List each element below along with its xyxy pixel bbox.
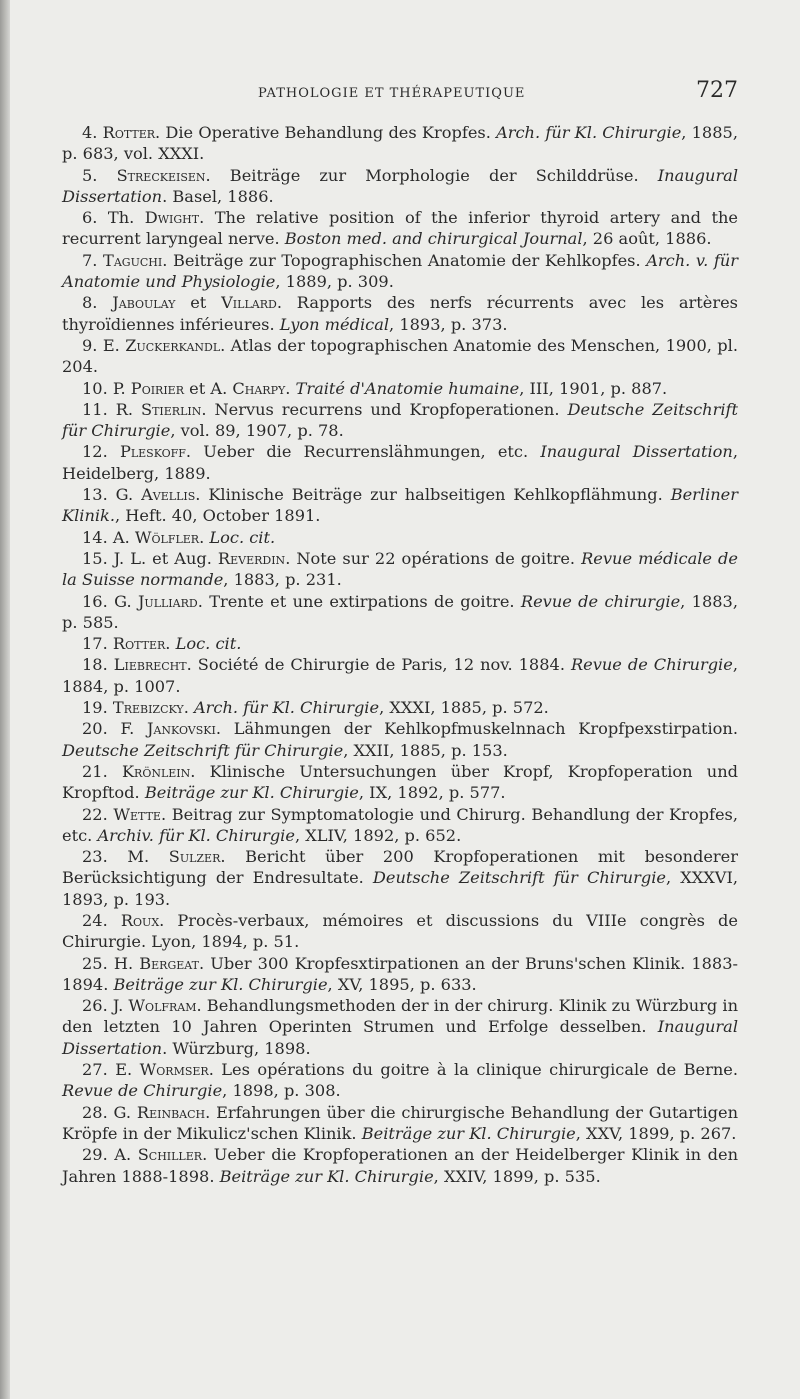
reference-text: . Nervus recurrens und Kropfoperationen. <box>201 399 568 419</box>
reference-author: Wolfram <box>128 996 197 1016</box>
reference-work: Arch. für Kl. Chirurgie <box>496 123 682 142</box>
reference-text: . Behandlungsmethoden der in der chirurg. Klinik zu Würzburg in den letzten 10 Jahren Operinten Strumen und Erfolge desselben. <box>62 996 738 1037</box>
reference-author: Wette <box>113 804 161 824</box>
reference-number: 12. <box>82 442 120 462</box>
reference-item <box>62 399 738 442</box>
reference-details: , vol. 89, 1907, p. 78. <box>170 421 344 441</box>
reference-item <box>62 761 738 804</box>
reference-number: 21. <box>82 761 122 781</box>
reference-number: 11. R. <box>82 399 141 419</box>
reference-details: . Würzburg, 1898. <box>162 1038 311 1058</box>
reference-number: 8. <box>82 293 113 313</box>
reference-work: Beiträge zur Kl. Chirurgie <box>113 974 328 994</box>
reference-text: . Uber 300 Kropfesxtirpationen an der Bruns'schen Klinik. 1883-1894. <box>62 953 738 994</box>
reference-work: Deutsche Zeitschrift für Chirurgie <box>62 399 739 441</box>
reference-number: 7. <box>82 250 104 270</box>
reference-item <box>62 1144 738 1187</box>
reference-item <box>62 697 738 718</box>
reference-details: , XXXVI, 1893, p. 193. <box>62 868 738 909</box>
reference-work: Revue médicale de la Suisse normande <box>62 548 738 590</box>
reference-text: . <box>165 634 176 654</box>
reference-number: 23. M. <box>82 847 169 867</box>
reference-work: Loc. cit. <box>209 527 276 547</box>
reference-author: Wormser <box>139 1060 209 1080</box>
reference-details: , 1884, p. 1007. <box>62 655 738 696</box>
reference-item <box>62 846 738 910</box>
scan-edge <box>0 0 10 1399</box>
reference-text: . Beiträge zur Morphologie der Schilddrüse. <box>205 165 658 185</box>
running-head <box>62 72 738 112</box>
reference-text: . <box>183 698 194 718</box>
reference-text: . Bericht über 200 Kropfoperationen mit besonderer Berücksichtigung der Endresultate. <box>62 847 738 888</box>
reference-item <box>62 591 738 634</box>
reference-text: . Klinische Untersuchungen über Kropf, Kropfoperation und Kropftod. <box>62 761 738 803</box>
reference-work: Beiträge zur Kl. Chirurgie <box>219 1166 434 1186</box>
reference-work: Beiträge zur Kl. Chirurgie <box>361 1123 576 1143</box>
reference-text: . Les opérations du goitre à la clinique chirurgicale de Berne. <box>208 1060 738 1080</box>
reference-text: et A. <box>184 378 233 398</box>
reference-author: Villard <box>221 293 277 313</box>
reference-author: Charpy <box>232 378 286 398</box>
reference-author: Jankovski <box>147 719 216 739</box>
reference-details: . Basel, 1886. <box>162 186 274 206</box>
reference-item <box>62 910 738 953</box>
reference-work: Lyon médical <box>279 314 390 334</box>
reference-author: Liebrecht <box>113 655 187 675</box>
reference-author: Bergeat <box>139 953 199 973</box>
reference-item <box>62 527 738 548</box>
reference-details: , XXV, 1899, p. 267. <box>575 1123 737 1143</box>
reference-number: 15. J. L. et Aug. <box>82 548 218 568</box>
reference-number: 17. <box>82 634 113 654</box>
reference-details: , 1898, p. 308. <box>222 1081 341 1101</box>
reference-number: 28. G. <box>82 1102 137 1122</box>
reference-work: Revue de chirurgie <box>520 591 681 611</box>
reference-item <box>62 292 738 335</box>
running-title: PATHOLOGIE ET THÉRAPEUTIQUE <box>258 86 526 101</box>
reference-item <box>62 1059 738 1102</box>
reference-item <box>62 718 738 761</box>
reference-number: 24. <box>82 910 121 930</box>
reference-author: Rotter <box>102 123 156 142</box>
reference-author: Jaboulay <box>112 293 176 313</box>
reference-number: 4. <box>82 123 103 142</box>
reference-work: Inaugural Dissertation <box>62 165 739 206</box>
reference-text: . The relative position of the inferior thyroid artery and the recurrent laryngeal nerve. <box>62 208 739 249</box>
reference-work: Revue de Chirurgie <box>62 1081 223 1101</box>
reference-number: 16. G. <box>82 591 138 611</box>
reference-work: Berliner Klinik. <box>62 485 738 526</box>
reference-text: . Die Operative Behandlung des Kropfes. <box>155 123 497 142</box>
reference-list <box>62 122 738 1187</box>
reference-author: Rotter <box>112 634 166 654</box>
reference-number: 26. J. <box>82 996 129 1016</box>
reference-author: Julliard <box>137 591 198 611</box>
page-number: 727 <box>696 78 738 103</box>
reference-work: Loc. cit. <box>175 634 242 654</box>
reference-author: Streckeisen <box>116 165 206 185</box>
reference-author: Sulzer <box>168 847 221 867</box>
reference-author: Stierlin <box>141 399 202 419</box>
reference-text: . Klinische Beiträge zur halbseitigen Kehlkopflähmung. <box>195 485 671 505</box>
reference-item <box>62 484 738 527</box>
reference-number: 9. E. <box>82 335 126 355</box>
reference-work: Traité d'Anatomie humaine <box>295 378 520 398</box>
reference-author: Pleskoff <box>119 442 186 462</box>
reference-author: Poirier <box>130 378 184 398</box>
reference-text: . Erfahrungen über die chirurgische Behandlung der Gutartigen Kröpfe in der Mikulicz'schen Klinik. <box>62 1102 738 1143</box>
reference-number: 27. E. <box>82 1060 140 1080</box>
reference-text: . Note sur 22 opérations de goitre. <box>285 548 582 568</box>
reference-text: . Beiträge zur Topographischen Anatomie der Kehlkopfes. <box>162 250 647 270</box>
reference-details: , XV, 1895, p. 633. <box>327 974 477 994</box>
reference-number: 25. H. <box>82 953 140 973</box>
reference-details: , Heidelberg, 1889. <box>62 442 738 483</box>
reference-item <box>62 995 738 1059</box>
reference-details: , Heft. 40, October 1891. <box>115 506 321 526</box>
reference-text: . Lähmungen der Kehlkopfmuskelnnach Kropfpexstirpation. <box>215 719 738 739</box>
reference-work: Deutsche Zeitschrift für Chirurgie <box>372 868 666 888</box>
reference-number: 5. <box>82 165 117 185</box>
reference-item <box>62 548 738 591</box>
reference-author: Trebizcky <box>112 698 184 718</box>
reference-author: Zuckerkandl <box>125 335 221 355</box>
reference-details: , XLIV, 1892, p. 652. <box>294 825 462 845</box>
reference-work: Arch. v. für Anatomie und Physiologie <box>62 250 739 292</box>
reference-item <box>62 335 738 378</box>
reference-number: 14. A. <box>82 527 135 547</box>
reference-details: , III, 1901, p. 887. <box>519 378 668 398</box>
reference-author: Krönlein <box>121 761 191 781</box>
reference-work: Revue de Chirurgie <box>570 655 733 675</box>
reference-work: Inaugural Dissertation <box>62 1017 738 1058</box>
reference-item <box>62 1102 738 1145</box>
reference-number: 18. <box>82 655 114 675</box>
reference-text: . Procès-verbaux, mémoires et discussions du VIIIe congrès de Chirurgie. Lyon, 1894, p. 51. <box>62 910 738 952</box>
reference-details: , XXII, 1885, p. 153. <box>343 740 508 760</box>
reference-item <box>62 378 738 399</box>
reference-number: 13. G. <box>82 485 142 505</box>
reference-text: . <box>285 378 296 398</box>
reference-author: Schiller <box>137 1145 203 1165</box>
reference-item <box>62 804 738 847</box>
reference-author: Taguchi <box>103 250 163 270</box>
reference-text: . Ueber die Kropfoperationen an der Heidelberger Klinik in den Jahren 1888-1898. <box>62 1145 738 1186</box>
reference-item <box>62 633 738 654</box>
reference-number: 19. <box>82 698 113 718</box>
reference-text: et <box>175 293 222 313</box>
reference-text: . Trente et une extirpations de goitre. <box>197 591 521 611</box>
reference-work: Beiträge zur Kl. Chirurgie <box>144 783 359 803</box>
reference-work: Arch. für Kl. Chirurgie <box>193 698 380 718</box>
reference-text: . Rapports des nerfs récurrents avec les artères thyroïdiennes inférieures. <box>62 293 738 334</box>
reference-number: 29. A. <box>82 1145 138 1165</box>
reference-details: , IX, 1892, p. 577. <box>358 783 506 803</box>
reference-text: . Ueber die Recurrenslähmungen, etc. <box>185 442 541 462</box>
reference-item <box>62 207 738 250</box>
reference-number: 6. Th. <box>82 208 145 228</box>
reference-text: . Atlas der topographischen Anatomie des Menschen, 1900, pl. 204. <box>62 335 738 377</box>
reference-details: , 1893, p. 373. <box>389 314 508 334</box>
reference-item <box>62 165 738 208</box>
reference-item <box>62 250 738 293</box>
reference-number: 10. P. <box>82 378 131 398</box>
reference-details: , 1889, p. 309. <box>275 272 394 292</box>
reference-author: Reverdin <box>217 548 286 568</box>
reference-author: Reinbach <box>136 1102 206 1122</box>
reference-text: . <box>199 527 210 547</box>
reference-details: , 26 août, 1886. <box>582 229 712 249</box>
reference-author: Dwight <box>144 208 200 228</box>
reference-details: , 1883, p. 231. <box>223 570 342 590</box>
reference-details: , XXXI, 1885, p. 572. <box>379 698 549 718</box>
reference-work: Deutsche Zeitschrift für Chirurgie <box>62 740 344 760</box>
reference-item <box>62 122 738 165</box>
reference-item <box>62 441 738 484</box>
reference-details: , XXIV, 1899, p. 535. <box>433 1166 601 1186</box>
reference-work: Archiv. für Kl. Chirurgie <box>97 825 295 845</box>
reference-number: 20. F. <box>82 719 147 739</box>
reference-details: , 1885, p. 683, vol. XXXI. <box>62 123 738 164</box>
book-page <box>62 72 738 1187</box>
reference-details: , 1883, p. 585. <box>62 591 738 632</box>
reference-work: Boston med. and chirurgical Journal <box>284 229 583 249</box>
reference-author: Roux <box>120 910 160 930</box>
reference-text: . Beitrag zur Symptomatologie und Chirurg. Behandlung der Kropfes, etc. <box>62 804 739 845</box>
reference-text: . Société de Chirurgie de Paris, 12 nov. 1884. <box>186 655 571 675</box>
reference-item <box>62 654 738 697</box>
reference-item <box>62 953 738 996</box>
reference-work: Inaugural Dissertation <box>540 442 733 462</box>
reference-author: Wölfler <box>134 527 200 547</box>
reference-number: 22. <box>82 804 114 824</box>
reference-author: Avellis <box>141 485 196 505</box>
